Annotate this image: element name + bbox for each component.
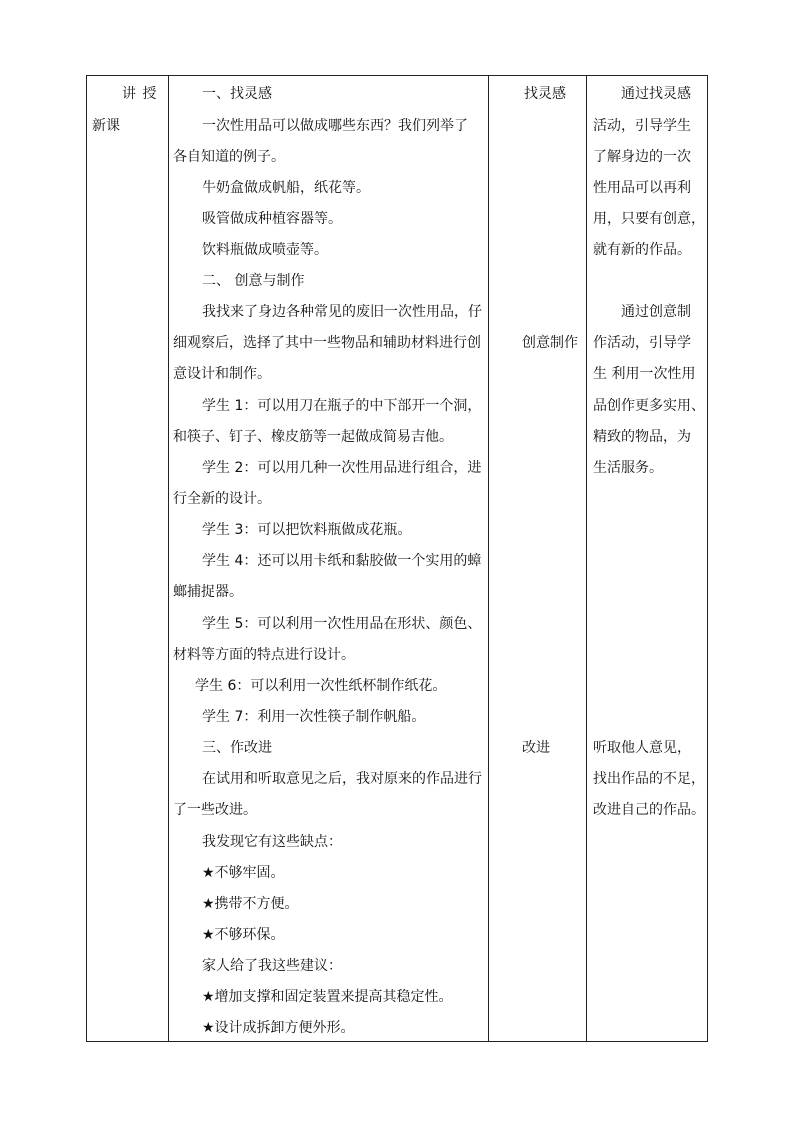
purpose-line: 就有新的作品。 [593,242,691,258]
content-line: 学生 5：可以利用一次性用品在形状、颜色、 [202,616,482,632]
content-line: 学生 2：可以用几种一次性用品进行组合，进 [202,460,482,476]
purpose-line: 找出作品的不足， [593,771,705,787]
content-cell [169,76,489,1042]
content-line: 意设计和制作。 [173,366,271,382]
table-row [87,76,708,1042]
content-line: 细观察后，选择了其中一些物品和辅助材料进行创 [173,335,481,351]
content-line: 一次性用品可以做成哪些东西？我们列举了 [202,118,468,134]
content-line: 了一些改进。 [173,802,257,818]
stage-cell [87,76,169,1042]
content-line: 学生 4：还可以用卡纸和黏胶做一个实用的蟑 [202,553,482,569]
purpose-line: 生活服务。 [593,460,663,476]
content-line: ★不够牢固。 [202,865,285,881]
content-line: 饮料瓶做成喷壶等。 [202,242,328,258]
stage-label-line2: 新课 [92,118,120,134]
purpose-line: 听取他人意见， [593,740,691,756]
content-line: 我找来了身边各种常见的废旧一次性用品，仔 [202,304,482,320]
content-line: 牛奶盒做成帆船，纸花等。 [202,180,370,196]
content-line: 家人给了我这些建议： [202,958,342,974]
purpose-line: 通过创意制 [621,304,691,320]
purpose-line: 作活动，引导学 [593,335,691,351]
content-line: 我发现它有这些缺点： [202,834,342,850]
purpose-line: 精致的物品，为 [593,429,691,445]
lesson-plan-table [86,75,708,1042]
purpose-line: 活动，引导学生 [593,118,691,134]
content-line: 学生 6：可以利用一次性纸杯制作纸花。 [195,678,447,694]
content-line: 一、找灵感 [202,86,272,102]
activity-cell [489,76,587,1042]
content-line: 吸管做成种植容器等。 [202,211,342,227]
purpose-line: 改进自己的作品。 [593,802,705,818]
activity-item: 找灵感 [524,86,566,102]
content-line: 三、作改进 [202,740,272,756]
purpose-line: 生 利用一次性用 [593,366,696,382]
purpose-line: 了解身边的一次 [593,149,691,165]
content-line: ★不够环保。 [202,927,285,943]
purpose-line: 用，只要有创意， [593,211,705,227]
activity-item: 创意制作 [522,335,578,351]
content-line: 二、 创意与制作 [202,273,305,289]
content-line: ★增加支撑和固定装置来提高其稳定性。 [202,989,453,1005]
content-line: 学生 7：利用一次性筷子制作帆船。 [202,709,426,725]
purpose-cell [587,76,708,1042]
content-line: ★设计成拆卸方便外形。 [202,1020,355,1036]
content-line: 和筷子、钉子、橡皮筋等一起做成简易吉他。 [173,429,453,445]
purpose-line: 品创作更多实用、 [593,398,705,414]
content-line: 螂捕捉器。 [173,584,243,600]
purpose-line: 通过找灵感 [621,86,691,102]
content-line: 行全新的设计。 [173,491,271,507]
content-line: 材料等方面的特点进行设计。 [173,647,355,663]
content-line: 各自知道的例子。 [173,149,285,165]
content-line: 学生 3：可以把饮料瓶做成花瓶。 [202,522,412,538]
content-line: 学生 1：可以用刀在瓶子的中下部开一个洞， [202,398,482,414]
content-line: 在试用和听取意见之后，我对原来的作品进行 [202,771,482,787]
activity-item: 改进 [522,740,550,756]
stage-label-line1: 讲 授 [122,86,158,102]
content-line: ★携带不方便。 [202,896,299,912]
purpose-line: 性用品可以再利 [593,180,691,196]
